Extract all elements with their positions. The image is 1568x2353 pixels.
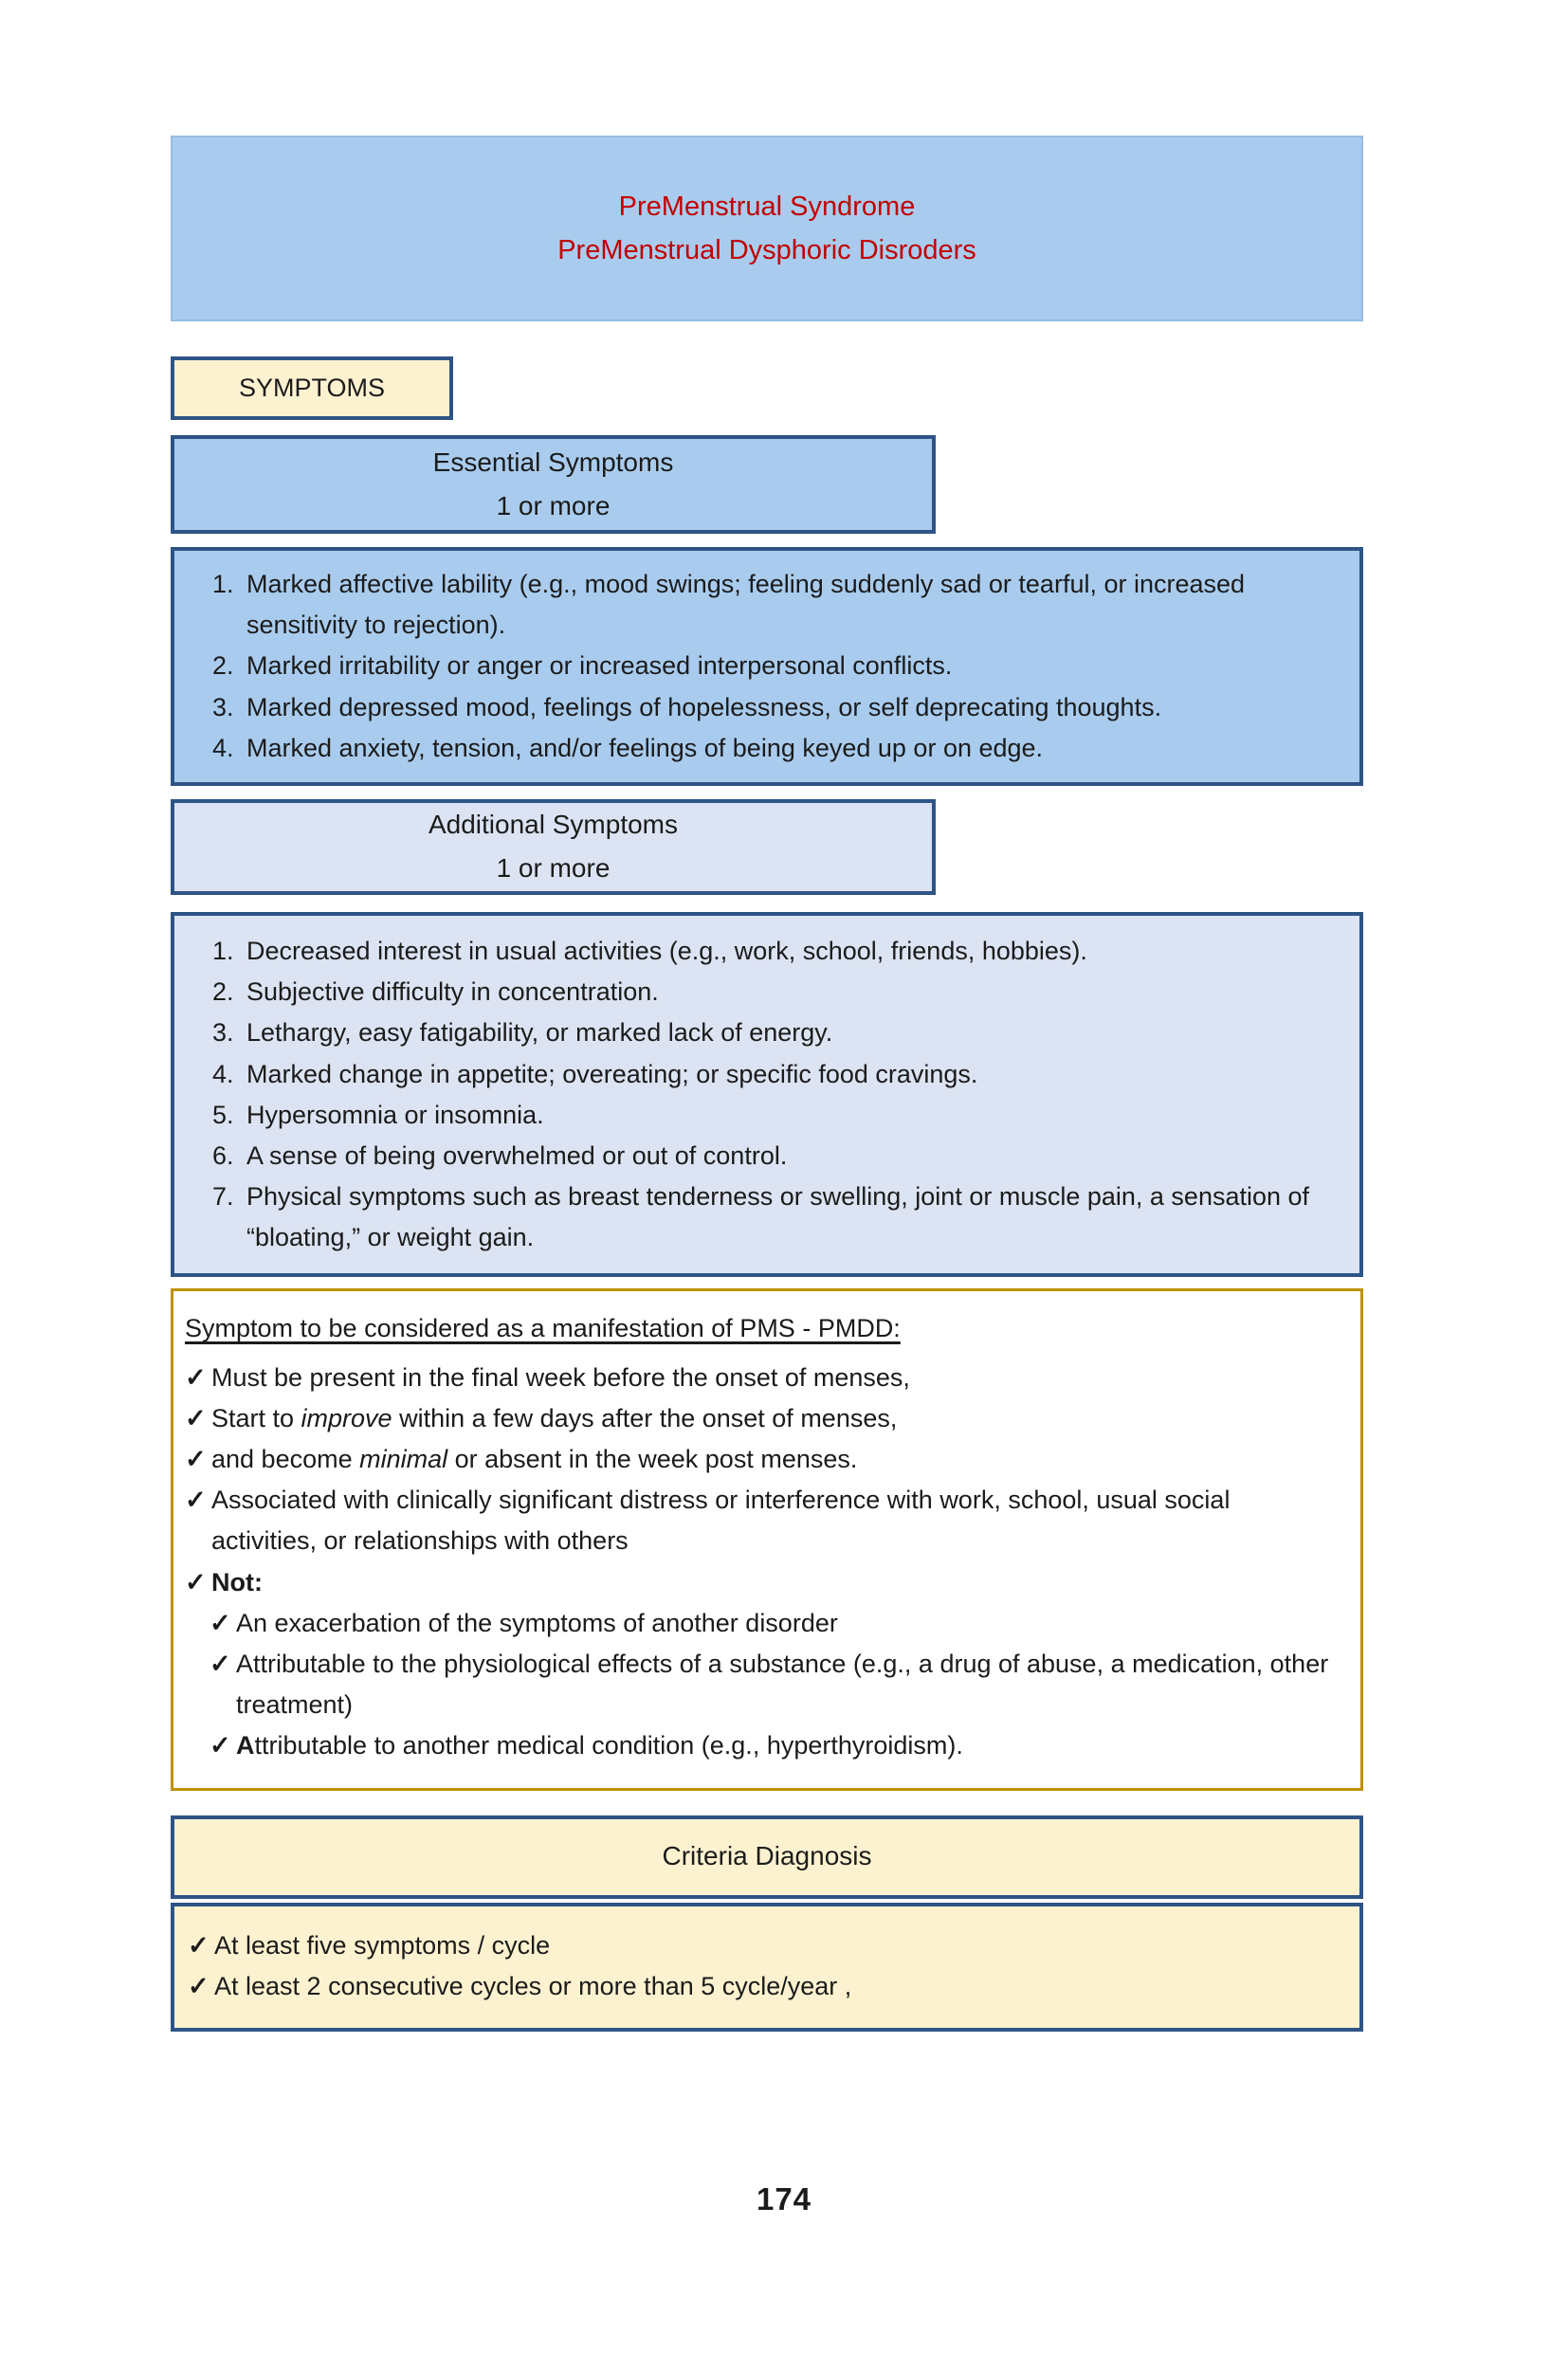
- document-page: [0, 136, 1568, 2353]
- list-item: 6. A sense of being overwhelmed or out of control.: [241, 1136, 1337, 1176]
- criteria-diagnosis-list-box: [171, 1903, 1363, 2032]
- checkmark-icon: ✓: [185, 1403, 207, 1432]
- page-number: 174: [756, 2180, 812, 2216]
- checklist-item: [183, 1562, 1341, 1603]
- checklist-item: [208, 1603, 1341, 1644]
- checklist-item-text: Must be present in the final week before the onset of menses,: [211, 1362, 910, 1392]
- checklist-item: [186, 1925, 1337, 1966]
- checkmark-icon: ✓: [185, 1362, 207, 1392]
- checkmark-icon: ✓: [210, 1649, 231, 1678]
- list-item: 4. Marked change in appetite; overeating; or specific food cravings.: [241, 1054, 1337, 1095]
- list-item: 2. Subjective difficulty in concentration.: [241, 972, 1337, 1012]
- additional-header-title: Additional Symptoms: [428, 810, 678, 840]
- checkmark-icon: ✓: [185, 1486, 207, 1515]
- checklist-item-text: and become minimal or absent in the week post menses.: [211, 1445, 858, 1473]
- checkmark-icon: ✓: [188, 1930, 210, 1960]
- checklist-item-text: Start to improve within a few days after the onset of menses,: [211, 1403, 898, 1432]
- list-item: 7. Physical symptoms such as breast tenderness or swelling, joint or muscle pain, a sensation of “bloating,” or weight gain.: [241, 1176, 1337, 1258]
- essential-symptoms-list: [174, 564, 1337, 769]
- list-item: 5. Hypersomnia or insomnia.: [241, 1095, 1337, 1136]
- checklist-item: [183, 1398, 1341, 1439]
- additional-symptoms-header: [171, 799, 936, 895]
- list-item: 1. Marked affective lability (e.g., mood swings; feeling suddenly sad or tearful, or increased sensitivity to rejection).: [241, 564, 1337, 646]
- manifestation-checklist: [183, 1358, 1341, 1767]
- title-line-1: PreMenstrual Syndrome: [618, 191, 916, 222]
- essential-header-subtitle: 1 or more: [496, 491, 611, 520]
- symptoms-label-box: [171, 356, 453, 420]
- checklist-item: [186, 1966, 1337, 2007]
- checklist-item: [183, 1439, 1341, 1480]
- checklist-item-text: Attributable to the physiological effects of a substance (e.g., a drug of abuse, a medication, other treatment): [236, 1649, 1329, 1720]
- additional-header-subtitle: 1 or more: [496, 853, 611, 884]
- checklist-item: [208, 1725, 1341, 1766]
- criteria-checklist: [186, 1925, 1337, 2007]
- list-item: 1. Decreased interest in usual activities (e.g., work, school, friends, hobbies).: [241, 931, 1337, 972]
- essential-symptoms-header: [171, 435, 936, 534]
- manifestation-heading: Symptom to be considered as a manifestation of PMS - PMDD:: [185, 1314, 901, 1343]
- list-item: 2. Marked irritability or anger or increased interpersonal conflicts.: [241, 646, 1337, 686]
- list-item: 4. Marked anxiety, tension, and/or feelings of being keyed up or on edge.: [241, 728, 1337, 769]
- list-item: 3. Marked depressed mood, feelings of hopelessness, or self deprecating thoughts.: [241, 687, 1337, 728]
- checklist-item: [183, 1480, 1341, 1561]
- checkmark-icon: ✓: [210, 1608, 231, 1637]
- essential-header-title: Essential Symptoms: [432, 447, 674, 477]
- checklist-item: [183, 1358, 1341, 1398]
- essential-symptoms-list-box: [171, 547, 1363, 786]
- checkmark-icon: ✓: [210, 1731, 231, 1760]
- criteria-diagnosis-header: [171, 1815, 1363, 1899]
- checklist-item: [208, 1644, 1341, 1725]
- checklist-item-text: Not:: [211, 1567, 263, 1596]
- title-line-2: PreMenstrual Dysphoric Disroders: [557, 235, 976, 265]
- additional-symptoms-list: [174, 931, 1337, 1259]
- checklist-item-text: At least 2 consecutive cycles or more than 5 cycle/year ,: [214, 1971, 852, 2000]
- checkmark-icon: ✓: [185, 1445, 207, 1473]
- symptoms-label: SYMPTOMS: [238, 374, 386, 402]
- checklist-item-text: Associated with clinically significant distress or interference with work, school, usual social activities, or relationships with others: [211, 1486, 1231, 1556]
- title-banner: [171, 136, 1363, 321]
- checkmark-icon: ✓: [185, 1567, 207, 1596]
- additional-symptoms-list-box: [171, 912, 1363, 1278]
- criteria-header-title: Criteria Diagnosis: [662, 1841, 872, 1871]
- checkmark-icon: ✓: [188, 1971, 210, 2000]
- checklist-item-text: An exacerbation of the symptoms of another disorder: [236, 1608, 838, 1637]
- list-item: 3. Lethargy, easy fatigability, or marked lack of energy.: [241, 1012, 1337, 1053]
- checklist-item-text: Attributable to another medical condition (e.g., hyperthyroidism).: [236, 1731, 963, 1760]
- manifestation-box: [171, 1288, 1363, 1790]
- checklist-item-text: At least five symptoms / cycle: [214, 1930, 551, 1960]
